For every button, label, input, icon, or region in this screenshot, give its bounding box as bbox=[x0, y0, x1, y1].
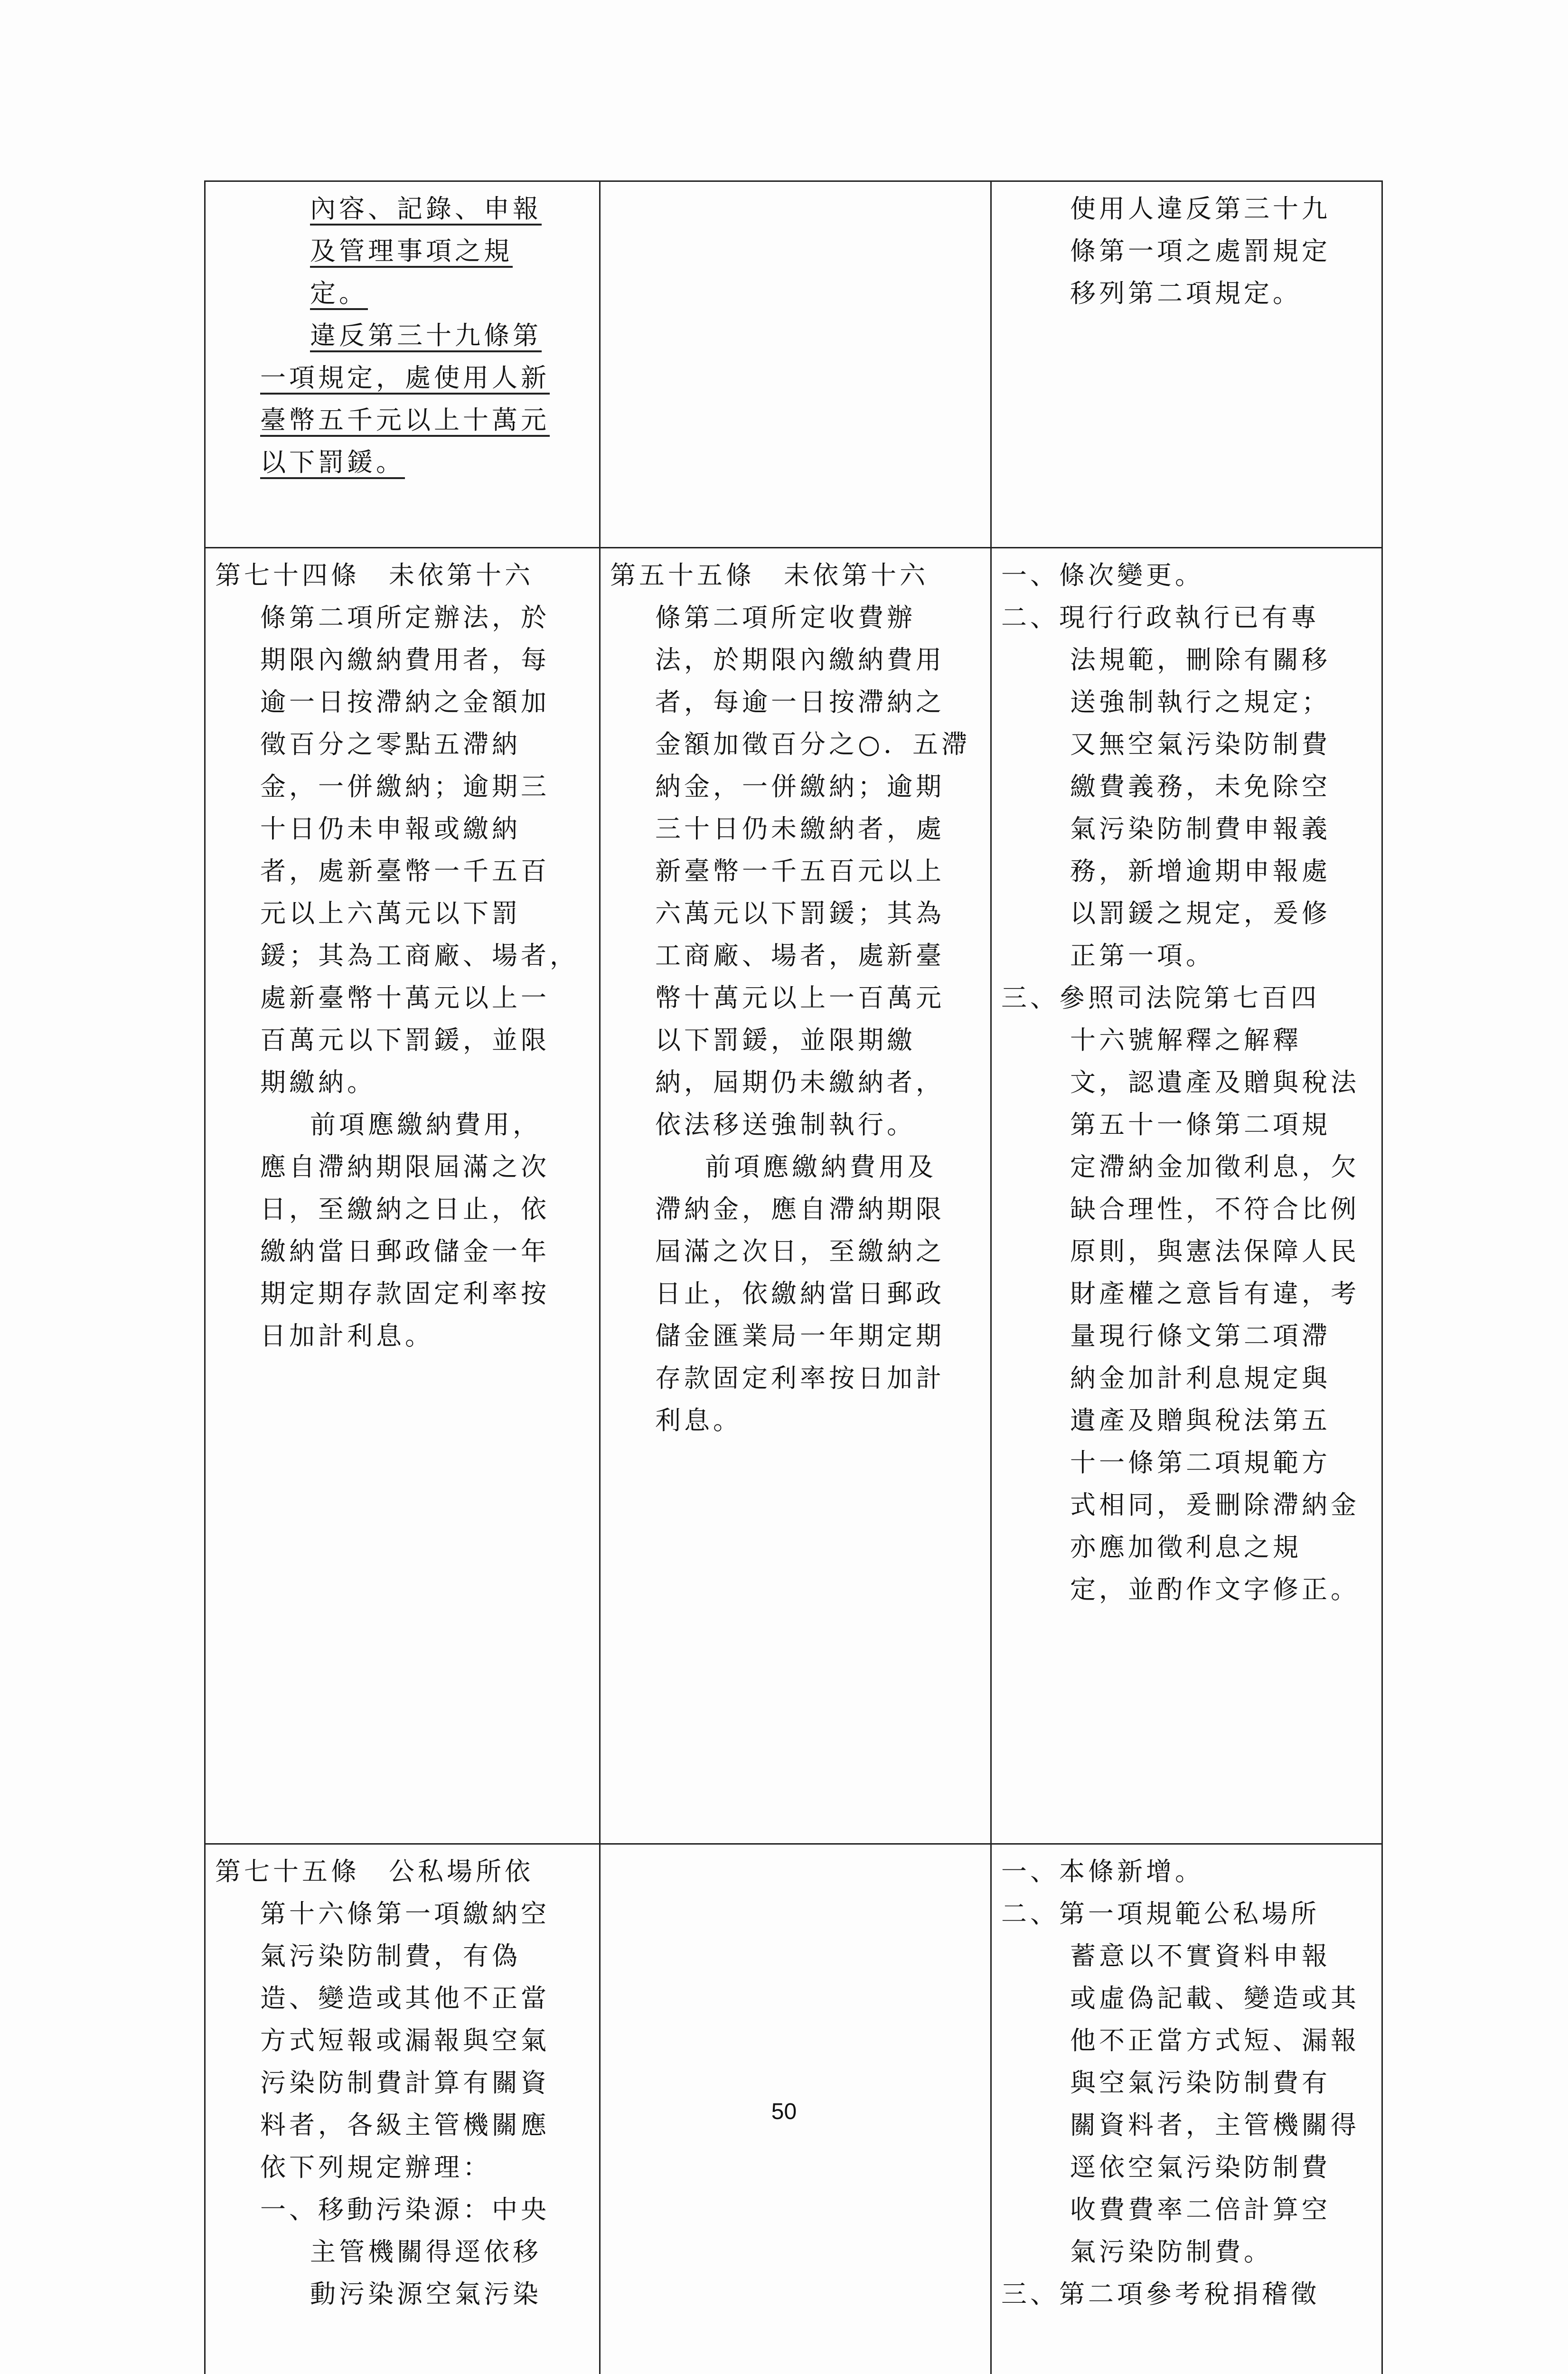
text-line bbox=[1070, 1526, 1302, 1568]
text-line bbox=[655, 808, 945, 850]
text-line bbox=[655, 934, 945, 977]
text-line bbox=[260, 357, 550, 399]
line-text: 氣污染防制費，有偽 bbox=[260, 1941, 521, 1971]
draft-cell bbox=[205, 181, 600, 548]
text-line bbox=[655, 850, 945, 892]
line-text: 他不正當方式短、漏報 bbox=[1070, 2025, 1360, 2055]
line-text: 期定期存款固定利率按 bbox=[260, 1278, 550, 1309]
text-line bbox=[1070, 1441, 1331, 1484]
line-text: 造、變造或其他不正當 bbox=[260, 1983, 550, 2013]
text-line bbox=[655, 1272, 945, 1315]
line-text: 六萬元以下罰鍰；其為 bbox=[655, 898, 945, 928]
line-text: 者，處新臺幣一千五百 bbox=[260, 856, 550, 886]
text-line bbox=[1001, 596, 1320, 639]
text-line bbox=[1001, 2273, 1320, 2315]
line-text: 二、現行行政執行已有專 bbox=[1001, 602, 1320, 632]
text-line bbox=[1070, 639, 1331, 681]
line-text: 前項應繳納費用， bbox=[310, 1109, 542, 1140]
text-line bbox=[1001, 977, 1320, 1019]
line-text: 期限內繳納費用者，每 bbox=[260, 644, 550, 675]
line-text: 原則，與憲法保障人民 bbox=[1070, 1236, 1360, 1266]
text-line bbox=[260, 808, 521, 850]
current-cell bbox=[600, 181, 991, 548]
text-line bbox=[655, 765, 945, 808]
line-text: 納金加計利息規定與 bbox=[1070, 1363, 1331, 1393]
line-text: 量現行條文第二項滯 bbox=[1070, 1320, 1331, 1351]
text-line bbox=[1070, 892, 1331, 934]
line-text: 十六號解釋之解釋 bbox=[1070, 1025, 1302, 1055]
line-text: 金額加徵百分之○．五滯 bbox=[655, 729, 971, 759]
text-line bbox=[1070, 1399, 1331, 1441]
line-text: 新臺幣一千五百元以上 bbox=[655, 856, 945, 886]
line-text: 以罰鍰之規定，爰修 bbox=[1070, 898, 1331, 928]
line-text: 逕依空氣污染防制費 bbox=[1070, 2152, 1331, 2182]
text-line bbox=[215, 1850, 534, 1893]
text-line bbox=[310, 272, 368, 314]
line-text: 屆滿之次日，至繳納之 bbox=[655, 1236, 945, 1266]
line-text: 條第二項所定辦法，於 bbox=[260, 602, 550, 632]
text-line bbox=[260, 1315, 434, 1357]
line-text: 財產權之意旨有違，考 bbox=[1070, 1278, 1360, 1309]
text-line bbox=[1070, 230, 1331, 272]
line-text: 幣十萬元以上一百萬元 bbox=[655, 982, 945, 1013]
line-text: 日止，依繳納當日郵政 bbox=[655, 1278, 945, 1309]
text-line bbox=[260, 1146, 550, 1188]
line-text: 務，新增逾期申報處 bbox=[1070, 856, 1331, 886]
line-text: 百萬元以下罰鍰，並限 bbox=[260, 1025, 550, 1055]
text-line bbox=[260, 399, 550, 441]
line-text: 法規範，刪除有關移 bbox=[1070, 644, 1331, 675]
line-text: 正第一項。 bbox=[1070, 940, 1215, 970]
line-text: 前項應繳納費用及 bbox=[705, 1151, 937, 1182]
line-text: 利息。 bbox=[655, 1405, 742, 1435]
text-line bbox=[1001, 1850, 1204, 1893]
line-text: 第七十五條 公私場所依 bbox=[215, 1856, 534, 1886]
text-line bbox=[1070, 1977, 1360, 2019]
text-line bbox=[655, 1061, 945, 1103]
line-text: 第七十四條 未依第十六 bbox=[215, 560, 534, 590]
line-text: 或虛偽記載、變造或其 bbox=[1070, 1983, 1360, 2013]
line-text: 式相同，爰刪除滯納金 bbox=[1070, 1489, 1360, 1520]
line-text: 依法移送強制執行。 bbox=[655, 1109, 916, 1140]
text-line bbox=[655, 681, 945, 723]
comparison-table bbox=[204, 180, 1383, 2374]
line-text: 移列第二項規定。 bbox=[1070, 278, 1302, 308]
text-line bbox=[1070, 2231, 1273, 2273]
line-text: 氣污染防制費申報義 bbox=[1070, 813, 1331, 844]
line-text: 內容、記錄、申報 bbox=[310, 194, 542, 226]
line-text: 一、本條新增。 bbox=[1001, 1856, 1204, 1886]
line-text: 料者，各級主管機關應 bbox=[260, 2110, 550, 2140]
line-text: 關資料者，主管機關得 bbox=[1070, 2110, 1360, 2140]
text-line bbox=[260, 639, 550, 681]
text-line bbox=[260, 1230, 550, 1272]
text-line bbox=[310, 2273, 542, 2315]
line-text: 違反第三十九條第 bbox=[310, 320, 542, 352]
text-line bbox=[655, 723, 970, 765]
line-text: 收費費率二倍計算空 bbox=[1070, 2194, 1331, 2224]
line-text: 三十日仍未繳納者，處 bbox=[655, 813, 945, 844]
text-line bbox=[260, 2062, 550, 2104]
line-text: 三、參照司法院第七百四 bbox=[1001, 982, 1320, 1013]
text-line bbox=[260, 681, 550, 723]
line-text: 送強制執行之規定； bbox=[1070, 687, 1331, 717]
text-line bbox=[1070, 1019, 1302, 1061]
text-line bbox=[1070, 681, 1331, 723]
text-line bbox=[260, 1893, 550, 1935]
text-line bbox=[260, 1935, 521, 1977]
text-line bbox=[1070, 1568, 1360, 1611]
line-text: 存款固定利率按日加計 bbox=[655, 1363, 945, 1393]
text-line bbox=[1070, 1484, 1360, 1526]
line-text: 蓄意以不實資料申報 bbox=[1070, 1941, 1331, 1971]
line-text: 以下罰鍰。 bbox=[260, 447, 405, 479]
text-line bbox=[655, 1357, 945, 1399]
line-text: 依下列規定辦理： bbox=[260, 2152, 492, 2182]
line-text: 定滯納金加徵利息，欠 bbox=[1070, 1151, 1360, 1182]
text-line bbox=[1070, 1230, 1360, 1272]
line-text: 方式短報或漏報與空氣 bbox=[260, 2025, 550, 2055]
line-text: 繳納當日郵政儲金一年 bbox=[260, 1236, 550, 1266]
text-line bbox=[1001, 1893, 1320, 1935]
text-line bbox=[655, 1315, 945, 1357]
line-text: 亦應加徵利息之規 bbox=[1070, 1532, 1302, 1562]
text-line bbox=[1070, 1272, 1360, 1315]
line-text: 金，一併繳納；逾期三 bbox=[260, 771, 550, 801]
line-text: 條第一項之處罰規定 bbox=[1070, 236, 1331, 266]
line-text: 第十六條第一項繳納空 bbox=[260, 1898, 550, 1929]
line-text: 及管理事項之規 bbox=[310, 236, 513, 268]
line-text: 期繳納。 bbox=[260, 1067, 376, 1097]
line-text: 元以上六萬元以下罰 bbox=[260, 898, 521, 928]
text-line bbox=[260, 892, 521, 934]
text-line bbox=[310, 230, 513, 272]
current-cell bbox=[600, 547, 991, 1844]
text-line bbox=[1070, 808, 1331, 850]
text-line bbox=[1070, 2062, 1331, 2104]
text-line bbox=[1070, 934, 1215, 977]
text-line bbox=[655, 639, 945, 681]
text-line bbox=[1070, 723, 1331, 765]
line-text: 徵百分之零點五滯納 bbox=[260, 729, 521, 759]
text-line bbox=[260, 596, 550, 639]
line-text: 一項規定，處使用人新 bbox=[260, 363, 550, 395]
line-text: 日，至繳納之日止，依 bbox=[260, 1194, 550, 1224]
page-number: 50 bbox=[771, 2099, 797, 2124]
line-text: 氣污染防制費。 bbox=[1070, 2236, 1273, 2267]
line-text: 者，每逾一日按滯納之 bbox=[655, 687, 945, 717]
text-line bbox=[215, 554, 534, 596]
text-line bbox=[1070, 2019, 1360, 2062]
text-line bbox=[655, 596, 916, 639]
note-cell bbox=[991, 181, 1382, 548]
text-line bbox=[1070, 2188, 1331, 2231]
line-text: 儲金匯業局一年期定期 bbox=[655, 1320, 945, 1351]
text-line bbox=[260, 2188, 550, 2231]
text-line bbox=[260, 2146, 492, 2188]
text-line bbox=[1070, 1146, 1360, 1188]
line-text: 納，屆期仍未繳納者， bbox=[655, 1067, 945, 1097]
line-text: 納金，一併繳納；逾期 bbox=[655, 771, 945, 801]
text-line bbox=[655, 892, 945, 934]
text-line bbox=[1070, 1103, 1331, 1146]
text-line bbox=[310, 188, 542, 230]
text-line bbox=[655, 1019, 916, 1061]
line-text: 逾一日按滯納之金額加 bbox=[260, 687, 550, 717]
text-line bbox=[1070, 1188, 1360, 1230]
line-text: 十一條第二項規範方 bbox=[1070, 1447, 1331, 1478]
table-row bbox=[205, 181, 1382, 548]
text-line bbox=[260, 441, 405, 483]
line-text: 定，並酌作文字修正。 bbox=[1070, 1574, 1360, 1604]
line-text: 動污染源空氣污染 bbox=[310, 2279, 542, 2309]
line-text: 繳費義務，未免除空 bbox=[1070, 771, 1331, 801]
draft-cell bbox=[205, 547, 600, 1844]
line-text: 一、條次變更。 bbox=[1001, 560, 1204, 590]
text-line bbox=[1070, 2146, 1331, 2188]
line-text: 一、移動污染源：中央 bbox=[260, 2194, 550, 2224]
note-cell bbox=[991, 547, 1382, 1844]
text-line bbox=[705, 1146, 937, 1188]
line-text: 缺合理性，不符合比例 bbox=[1070, 1194, 1360, 1224]
text-line bbox=[260, 1977, 550, 2019]
line-text: 工商廠、場者，處新臺 bbox=[655, 940, 945, 970]
line-text: 三、第二項參考稅捐稽徵 bbox=[1001, 2279, 1320, 2309]
line-text: 污染防制費計算有關資 bbox=[260, 2067, 550, 2098]
line-text: 滯納金，應自滯納期限 bbox=[655, 1194, 945, 1224]
text-line bbox=[1070, 1935, 1331, 1977]
text-line bbox=[655, 1399, 742, 1441]
line-text: 與空氣污染防制費有 bbox=[1070, 2067, 1331, 2098]
line-text: 第五十一條第二項規 bbox=[1070, 1109, 1331, 1140]
text-line bbox=[260, 934, 579, 977]
text-line bbox=[310, 2231, 542, 2273]
line-text: 主管機關得逕依移 bbox=[310, 2236, 542, 2267]
line-text: 第五十五條 未依第十六 bbox=[610, 560, 929, 590]
text-line bbox=[655, 977, 945, 1019]
table-row bbox=[205, 547, 1382, 1844]
line-text: 臺幣五千元以上十萬元 bbox=[260, 405, 550, 437]
line-text: 法，於期限內繳納費用 bbox=[655, 644, 945, 675]
text-line bbox=[260, 1188, 550, 1230]
line-text: 使用人違反第三十九 bbox=[1070, 194, 1331, 224]
text-line bbox=[655, 1103, 916, 1146]
line-text: 遺產及贈與稅法第五 bbox=[1070, 1405, 1331, 1435]
line-text: 鍰；其為工商廠、場者， bbox=[260, 940, 579, 970]
text-line bbox=[260, 723, 521, 765]
line-text: 文，認遺產及贈與稅法 bbox=[1070, 1067, 1360, 1097]
line-text: 以下罰鍰，並限期繳 bbox=[655, 1025, 916, 1055]
line-text: 二、第一項規範公私場所 bbox=[1001, 1898, 1320, 1929]
text-line bbox=[655, 1188, 945, 1230]
text-line bbox=[310, 1103, 542, 1146]
text-line bbox=[655, 1230, 945, 1272]
text-line bbox=[1070, 188, 1331, 230]
text-line bbox=[1070, 850, 1331, 892]
text-line bbox=[260, 1019, 550, 1061]
line-text: 應自滯納期限屆滿之次 bbox=[260, 1151, 550, 1182]
line-text: 條第二項所定收費辦 bbox=[655, 602, 916, 632]
text-line bbox=[310, 314, 542, 357]
text-line bbox=[610, 554, 929, 596]
line-text: 又無空氣污染防制費 bbox=[1070, 729, 1331, 759]
line-text: 日加計利息。 bbox=[260, 1320, 434, 1351]
text-line bbox=[260, 1272, 550, 1315]
text-line bbox=[1070, 1061, 1360, 1103]
text-line bbox=[260, 1061, 376, 1103]
text-line bbox=[1070, 765, 1331, 808]
text-line bbox=[1001, 554, 1204, 596]
text-line bbox=[260, 2019, 550, 2062]
text-line bbox=[1070, 1315, 1331, 1357]
text-line bbox=[260, 765, 550, 808]
text-line bbox=[1070, 1357, 1331, 1399]
text-line bbox=[260, 850, 550, 892]
text-line bbox=[260, 977, 550, 1019]
line-text: 十日仍未申報或繳納 bbox=[260, 813, 521, 844]
line-text: 定。 bbox=[310, 278, 368, 310]
line-text: 處新臺幣十萬元以上一 bbox=[260, 982, 550, 1013]
text-line bbox=[1070, 272, 1302, 314]
